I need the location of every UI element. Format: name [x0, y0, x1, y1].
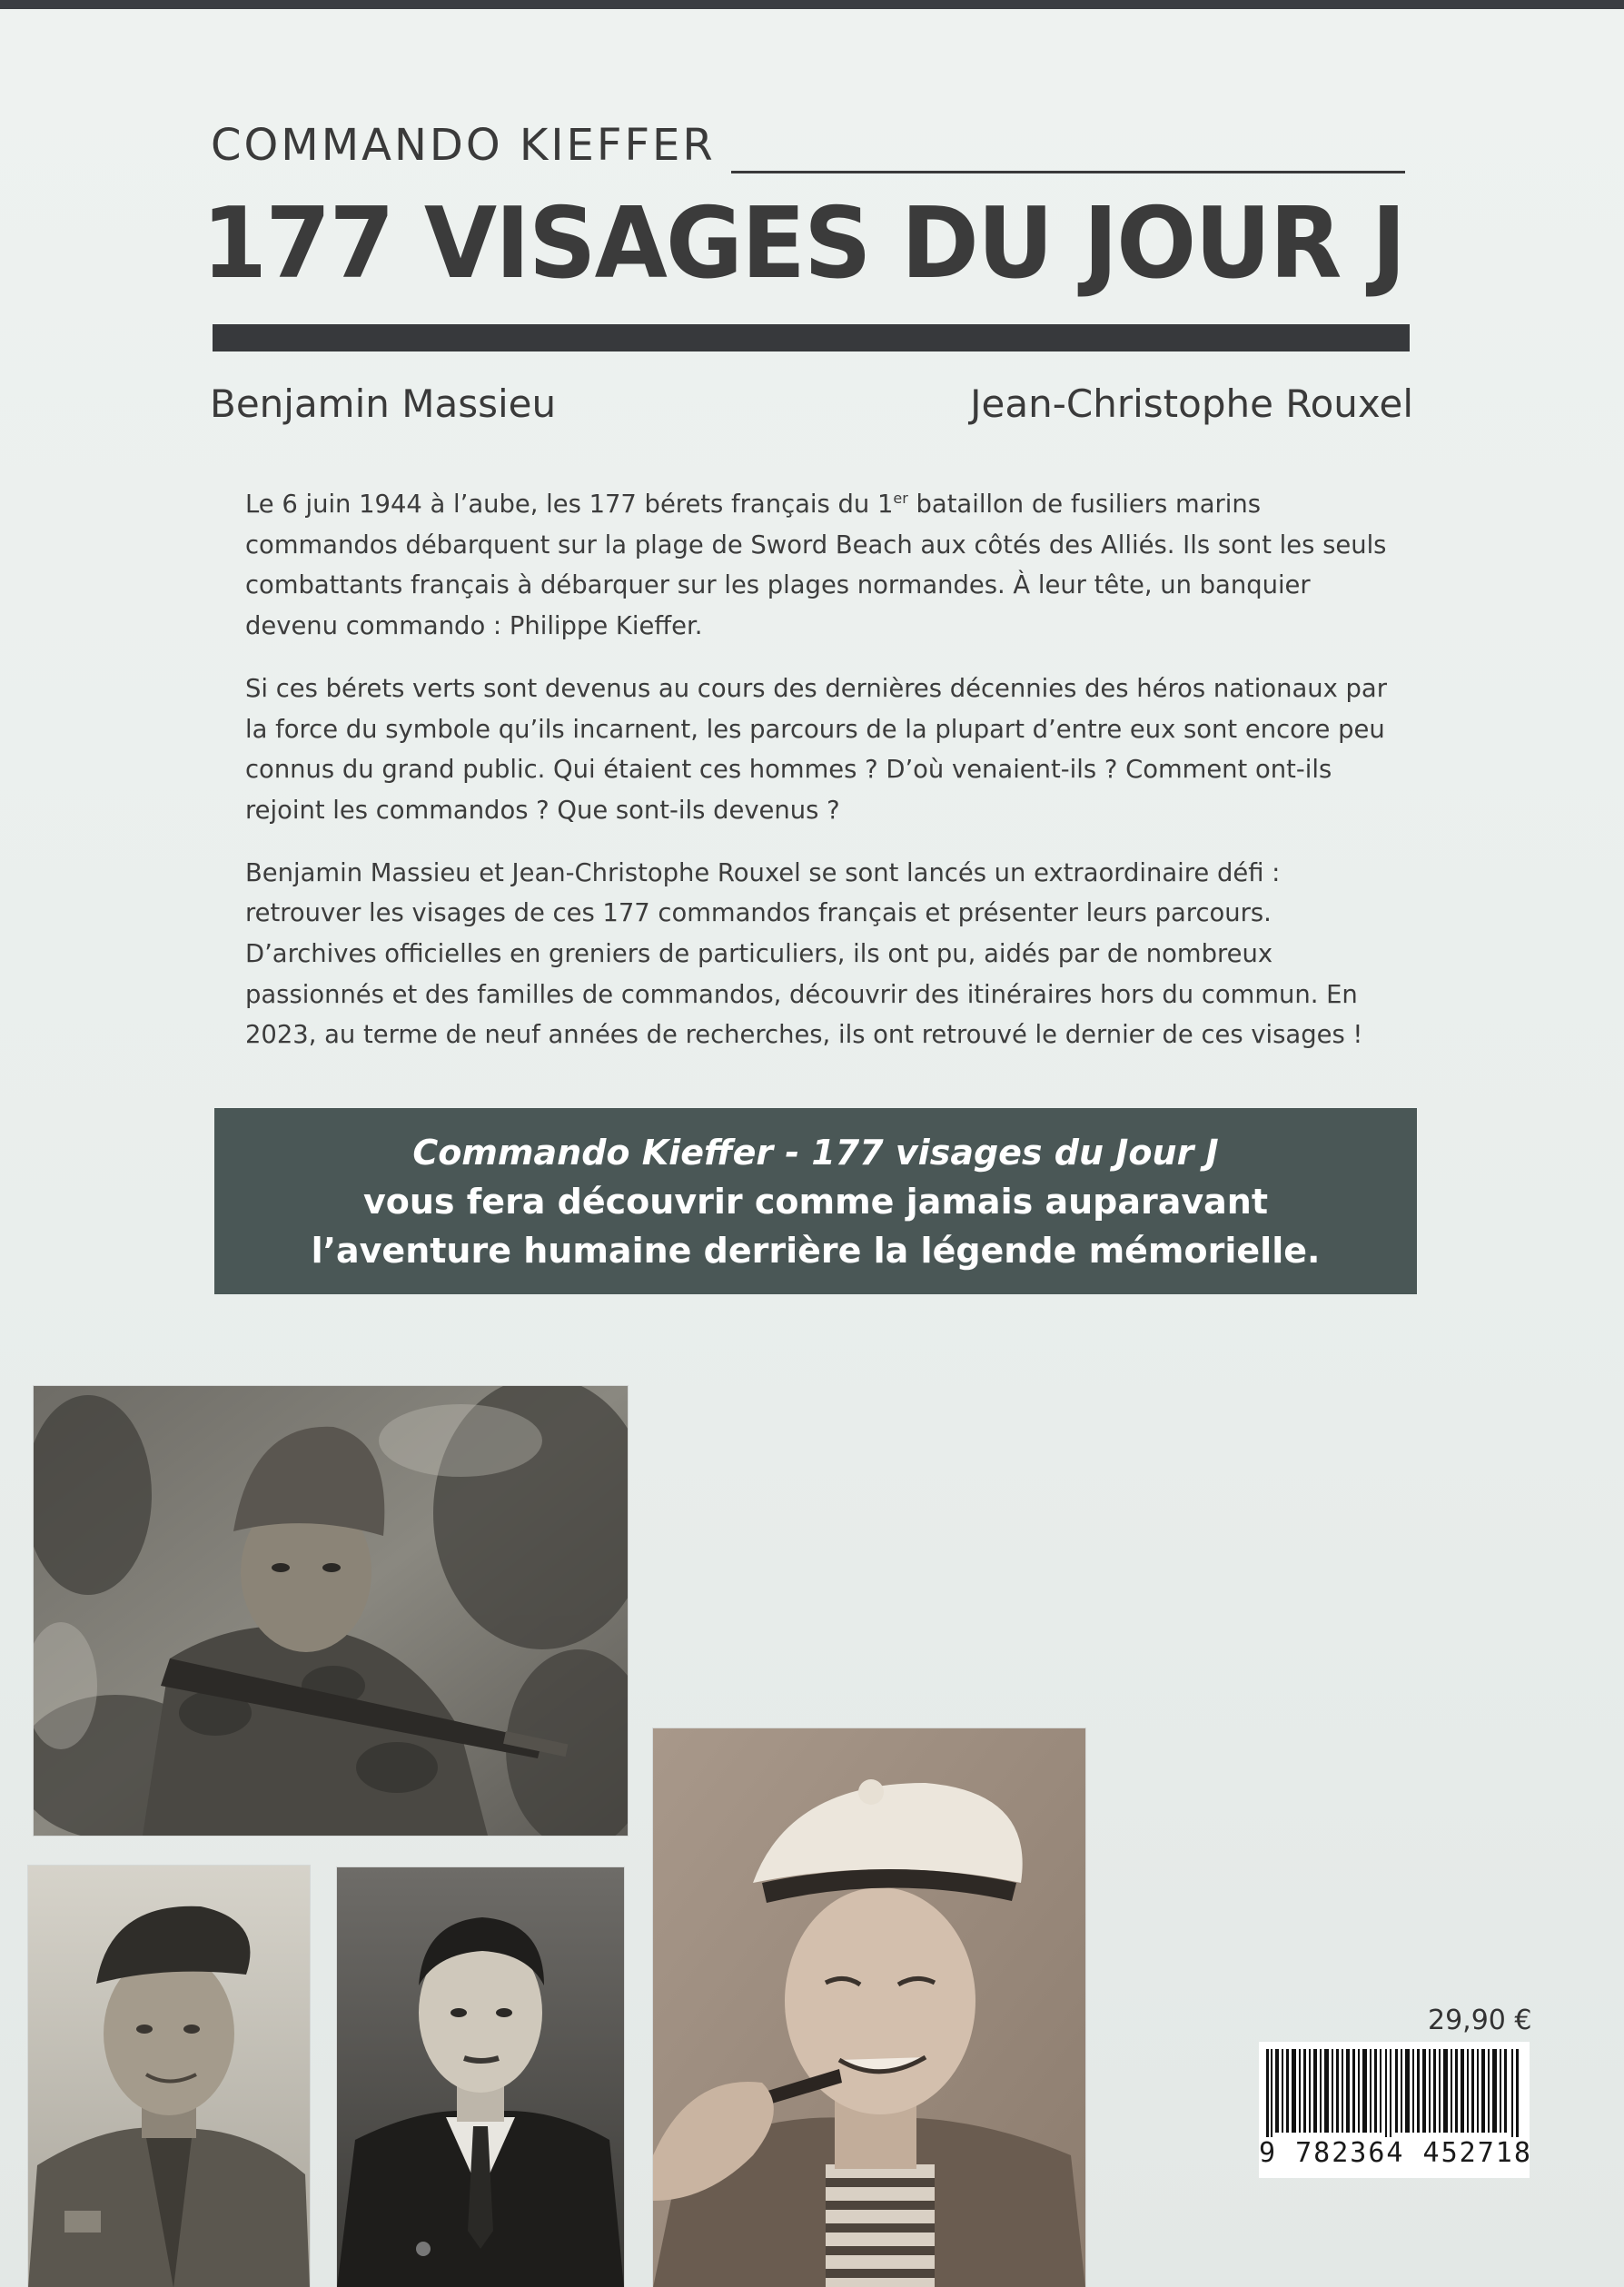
book-title: 177 VISAGES DU JOUR J: [202, 187, 1405, 301]
isbn-number: 9 782364 452718: [1259, 2137, 1532, 2169]
photo-commando-beret: [27, 1865, 311, 2287]
blurb-text: [245, 485, 1390, 1078]
blurb-paragraph-1: Le 6 juin 1944 à l’aube, les 177 bérets français du 1er bataillon de fusiliers marins commandos débarquent sur la plage de Sword Beach aux côtés des Alliés. Ils sont les seuls combattants français à débarquer sur les plages normandes. À leur tête, un banquier devenu commando : Philippe Kieffer.: [245, 489, 1387, 641]
ordinal-superscript: er: [893, 489, 908, 507]
callout-box: [214, 1108, 1417, 1294]
author-benjamin-massieu: Benjamin Massieu: [210, 381, 557, 426]
callout-line-2: vous fera découvrir comme jamais auparavant: [362, 1181, 1268, 1222]
callout-line-3: l’aventure humaine derrière la légende mémorielle.: [311, 1230, 1321, 1271]
photo-commando-suit: [336, 1866, 625, 2287]
photo-commando-aiming-rifle: [33, 1385, 629, 1837]
callout-line-1: Commando Kieffer - 177 visages du Jour J: [412, 1132, 1219, 1173]
blurb-paragraph-2: Si ces bérets verts sont devenus au cours des dernières décennies des héros nationaux par la force du symbole qu’ils incarnent, les parcours de la plupart d’entre eux sont encore peu connus du grand public. Qui étaient ces hommes ? D’où venaient-ils ? Comment ont-ils rejoint les commandos ? Que sont-ils devenus ?: [245, 674, 1387, 825]
author-jean-christophe-rouxel: Jean-Christophe Rouxel: [970, 381, 1413, 426]
blurb-paragraph-3: Benjamin Massieu et Jean-Christophe Rouxel se sont lancés un extraordinaire défi : retrouver les visages de ces 177 commandos français et présenter leurs parcours. D’archives officielles en greniers de particuliers, ils ont pu, aidés par de nombreux passionnés et des familles de commandos, découvrir des itinéraires hors du commun. En 2023, au terme de neuf années de recherches, ils ont retrouvé le dernier de ces visages !: [245, 858, 1363, 1050]
series-rule: [731, 171, 1405, 173]
price-label: 29,90 €: [1428, 2005, 1532, 2036]
photo-sailor-with-pipe: [652, 1728, 1086, 2287]
series-title: COMMANDO KIEFFER: [211, 120, 716, 171]
title-underline-bar: [213, 324, 1410, 351]
cover-top-edge: [0, 0, 1624, 9]
